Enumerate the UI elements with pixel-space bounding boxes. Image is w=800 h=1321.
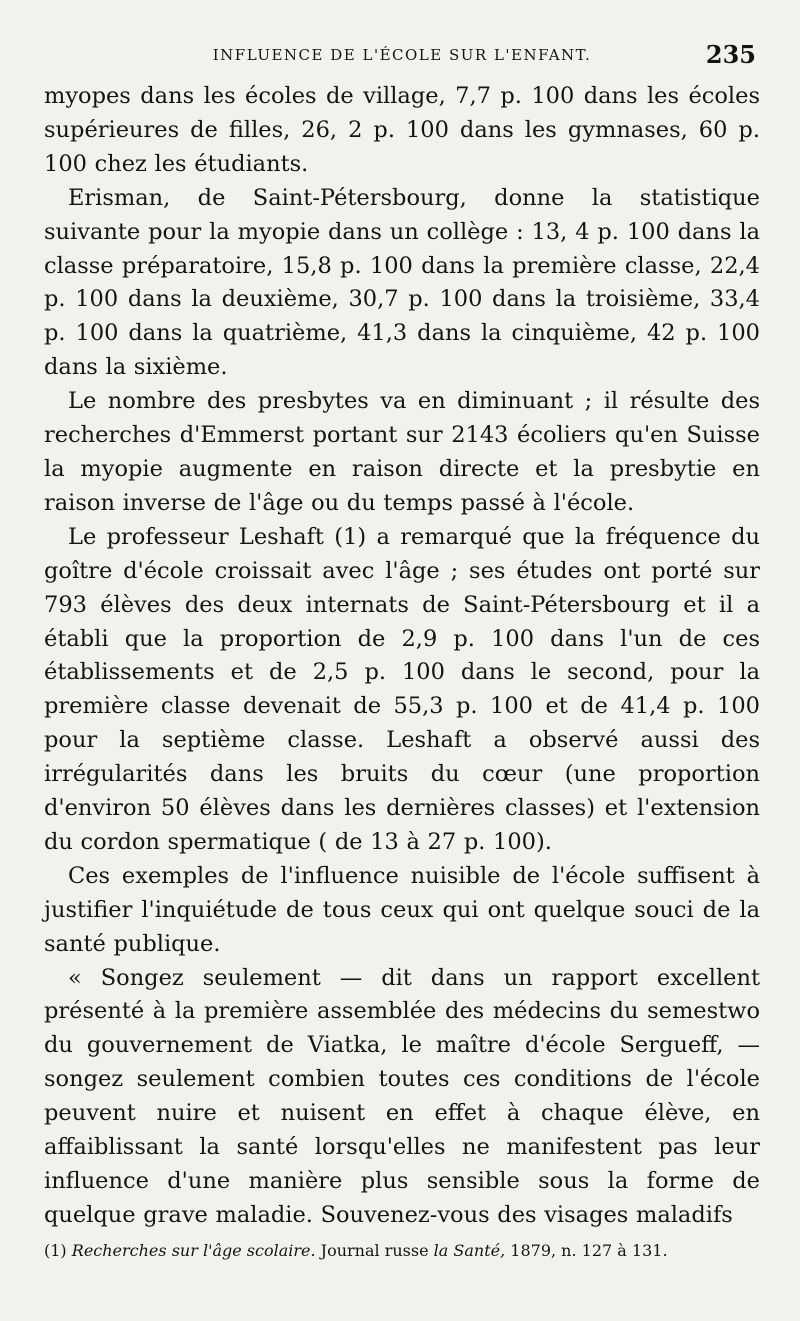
paragraph: Le nombre des presbytes va en diminuant ; il résulte des recherches d'Emmerst portant sur 2143 écoliers qu'en Suisse la myopie augmente en raison directe et la presbytie en raison inverse de l'âge ou du temps passé à l'école. [44, 388, 760, 516]
footnote-journal-prefix: Journal russe [320, 1241, 429, 1260]
page-number: 235 [705, 40, 756, 69]
paragraph: « Songez seulement — dit dans un rapport excellent présenté à la première assemblée des médecins du semestwo du gouvernement de Viatka, le maître d'école Sergueff, — songez seulement combien toutes ces conditions de l'école peuvent nuire et nuisent en effet à chaque élève, en affaiblissant la santé lorsqu'elles ne manifestent pas leur influence d'une manière plus sensible sous la forme de quelque grave maladie. Souvenez-vous des visages maladifs [44, 964, 760, 1228]
paragraph: Ces exemples de l'influence nuisible de l'école suffisent à justifier l'inquiétude de tous ceux qui ont quelque souci de la santé publique. [44, 862, 760, 957]
body-text [44, 80, 760, 1233]
footnote-marker: (1) [44, 1241, 67, 1260]
paragraph: myopes dans les écoles de village, 7,7 p. 100 dans les écoles supérieures de filles, 26, 2 p. 100 dans les gymnases, 60 p. 100 chez les étudiants. [44, 83, 760, 177]
footnote [44, 1240, 760, 1262]
footnote-title: Recherches sur l'âge scolaire. [71, 1241, 316, 1260]
paragraph: Erisman, de Saint-Pétersbourg, donne la statistique suivante pour la myopie dans un collège : 13, 4 p. 100 dans la classe préparatoire, 15,8 p. 100 dans la première classe, 22,4 p. 100 dans la deuxième, 30,7 p. 100 dans la troisième, 33,4 p. 100 dans la quatrième, 41,3 dans la cinquième, 42 p. 100 dans la sixième. [44, 184, 760, 381]
running-head [44, 40, 760, 70]
footnote-journal: la Santé, [433, 1241, 506, 1260]
paragraph: Le professeur Leshaft (1) a remarqué que la fréquence du goître d'école croissait avec l'âge ; ses études ont porté sur 793 élèves des deux internats de Saint-Pétersbourg et il a établi que la proportion de 2,9 p. 100 dans l'un de ces établissements et de 2,5 p. 100 dans le second, pour la première classe devenait de 55,3 p. 100 et de 41,4 p. 100 pour la septième classe. Leshaft a observé aussi des irrégularités dans les bruits du cœur (une proportion d'environ 50 élèves dans les dernières classes) et l'extension du cordon spermatique ( de 13 à 27 p. 100). [44, 523, 760, 855]
running-title: INFLUENCE DE L'ÉCOLE SUR L'ENFANT. [212, 46, 592, 64]
footnote-ref: 1879, n. 127 à 131. [510, 1241, 668, 1260]
